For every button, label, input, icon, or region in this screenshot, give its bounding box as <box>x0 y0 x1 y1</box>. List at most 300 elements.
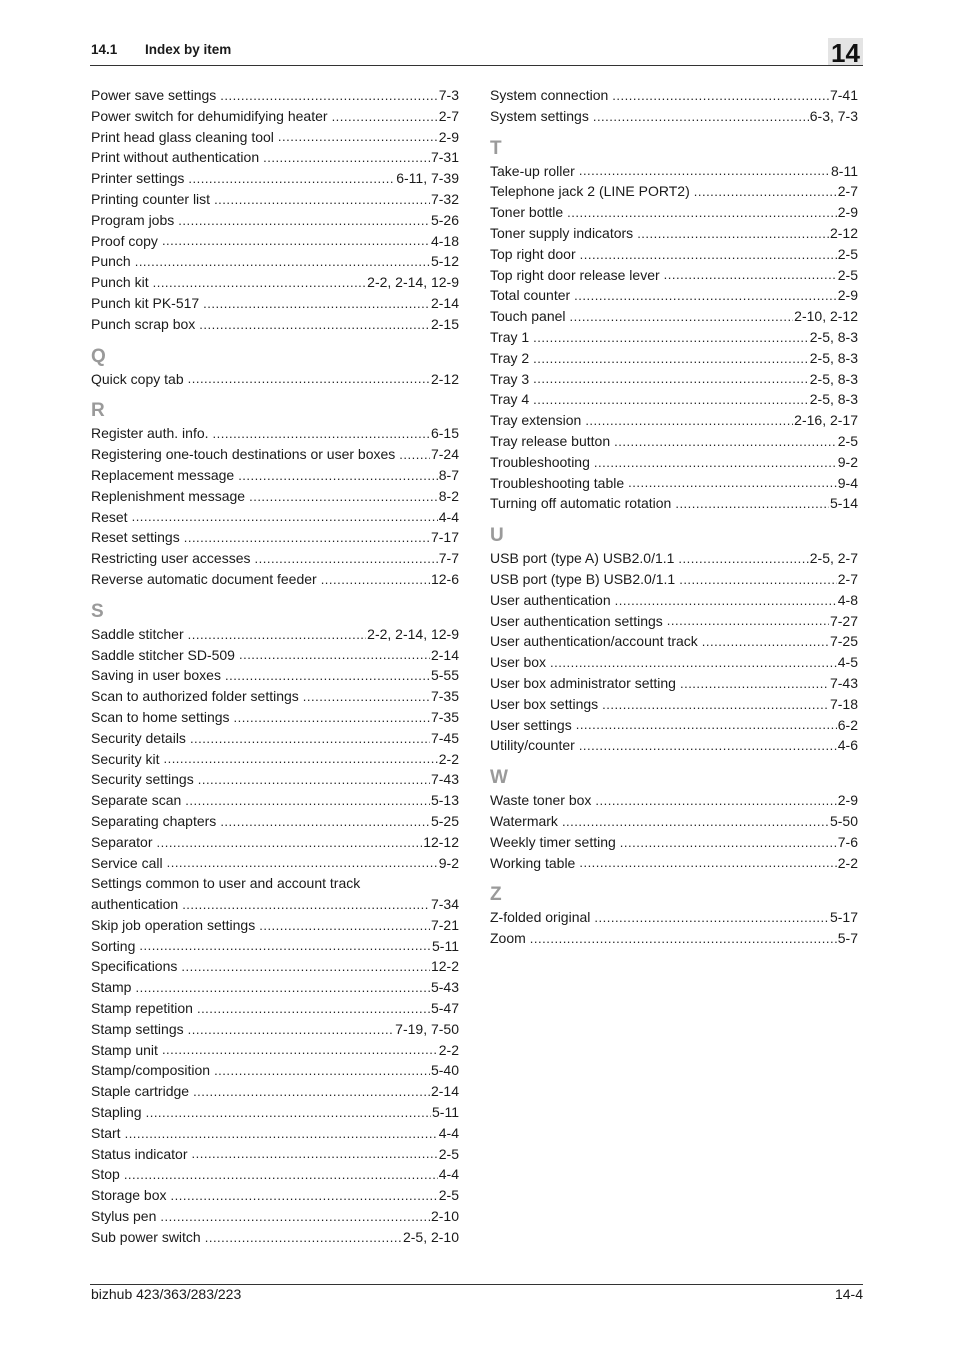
entry-page-ref: 2-14 <box>430 294 459 311</box>
entry-page-ref: 2-2, 2-14, 12-9 <box>367 274 459 291</box>
index-entry <box>490 652 858 673</box>
dot-leader <box>530 929 837 949</box>
entry-term: Start <box>91 1124 121 1141</box>
entry-term: Z-folded original <box>490 909 591 926</box>
dot-leader <box>678 549 808 569</box>
dot-leader <box>182 895 430 915</box>
entry-term: Stamp unit <box>91 1041 158 1058</box>
entry-term: Tray 1 <box>490 328 530 345</box>
entry-page-ref: 8-11 <box>831 162 858 179</box>
index-entry <box>91 686 459 707</box>
entry-term-line1: Settings common to user and account track <box>91 875 361 892</box>
dot-leader <box>135 978 430 998</box>
index-entry <box>91 811 459 832</box>
dot-leader <box>220 86 437 106</box>
entry-page-ref: 7-43 <box>829 674 858 691</box>
index-entry <box>91 707 459 728</box>
entry-page-ref: 5-12 <box>430 253 459 270</box>
entry-term: Watermark <box>490 812 558 829</box>
entry-page-ref: 2-15 <box>430 315 459 332</box>
entry-term: Telephone jack 2 (LINE PORT2) <box>490 183 690 200</box>
footer-page-number: 14-4 <box>834 1286 863 1302</box>
entry-page-ref: 2-12 <box>430 370 459 387</box>
dot-leader <box>162 231 430 251</box>
dot-leader <box>303 687 430 707</box>
entry-term: Registering one-touch destinations or user boxes <box>91 446 396 463</box>
dot-leader <box>680 674 829 694</box>
entry-page-ref: 2-2, 2-14, 12-9 <box>367 625 459 642</box>
entry-page-ref: 4-18 <box>430 232 459 249</box>
dot-leader <box>249 487 438 507</box>
dot-leader <box>615 591 837 611</box>
index-entry <box>490 569 858 590</box>
dot-leader <box>167 853 438 873</box>
entry-term: Reverse automatic document feeder <box>91 570 317 587</box>
entry-page-ref: 6-15 <box>430 425 459 442</box>
entry-term: Punch kit PK-517 <box>91 294 200 311</box>
entry-term: Printer settings <box>91 170 185 187</box>
entry-term: Stamp settings <box>91 1020 184 1037</box>
index-entry <box>91 486 459 507</box>
entry-page-ref: 5-40 <box>430 1062 459 1079</box>
entry-page-ref: 7-35 <box>430 688 459 705</box>
entry-term: Saddle stitcher SD-509 <box>91 646 235 663</box>
index-entry <box>91 624 459 645</box>
entry-term: Take-up roller <box>490 162 575 179</box>
index-entry <box>490 106 858 127</box>
entry-term: Weekly timer setting <box>490 833 616 850</box>
entry-page-ref: 9-2 <box>438 854 459 871</box>
entry-term: Waste toner box <box>490 792 592 809</box>
header-divider <box>90 65 863 66</box>
index-entry <box>91 915 459 936</box>
dot-leader <box>220 812 430 832</box>
dot-leader <box>214 190 430 210</box>
index-entry <box>490 327 858 348</box>
entry-page-ref: 2-5, 8-3 <box>809 391 858 408</box>
entry-page-ref: 4-4 <box>438 508 459 525</box>
entry-term: Replenishment message <box>91 487 246 504</box>
entry-page-ref: 2-5, 2-7 <box>809 550 858 567</box>
index-entry <box>490 389 858 410</box>
dot-leader <box>197 999 430 1019</box>
entry-group <box>91 624 459 874</box>
entry-term: User box settings <box>490 695 599 712</box>
entry-term: Zoom <box>490 930 526 947</box>
entry-term: Print head glass cleaning tool <box>91 128 274 145</box>
entry-term: Stamp repetition <box>91 1000 193 1017</box>
index-column-right <box>490 85 858 949</box>
dot-leader <box>399 445 430 465</box>
dot-leader <box>203 294 430 314</box>
entry-term: Specifications <box>91 958 178 975</box>
dot-leader <box>132 507 438 527</box>
entry-page-ref: 5-47 <box>430 1000 459 1017</box>
entry-term: Stamp/composition <box>91 1062 211 1079</box>
dot-leader <box>614 432 837 452</box>
dot-leader <box>637 224 829 244</box>
entry-page-ref: 2-5 <box>438 1145 459 1162</box>
dot-leader <box>213 424 430 444</box>
index-entry <box>490 853 858 874</box>
entry-term: User authentication <box>490 591 611 608</box>
index-entry <box>91 1227 459 1248</box>
index-entry <box>490 832 858 853</box>
entry-term: Tray 3 <box>490 370 530 387</box>
entry-group <box>490 161 858 515</box>
entry-page-ref: 2-12 <box>829 224 858 241</box>
entry-term: Security kit <box>91 750 160 767</box>
index-entry <box>490 85 858 106</box>
dot-leader <box>135 252 430 272</box>
entry-group <box>490 85 858 127</box>
entry-page-ref: 2-9 <box>837 792 858 809</box>
entry-page-ref: 5-50 <box>829 812 858 829</box>
entry-page-ref: 5-14 <box>829 495 858 512</box>
entry-term: System connection <box>490 87 609 103</box>
index-entry <box>490 410 858 431</box>
section-heading <box>91 42 231 57</box>
index-entry <box>91 728 459 749</box>
index-entry <box>91 314 459 335</box>
entry-term: Power save settings <box>91 87 217 103</box>
index-entry <box>490 493 858 514</box>
entry-page-ref: 7-31 <box>430 149 459 166</box>
index-entry <box>91 832 459 853</box>
entry-group <box>91 369 459 390</box>
dot-leader <box>188 369 430 389</box>
entry-page-ref: 2-10, 2-12 <box>794 308 858 325</box>
entry-page-ref: 2-5 <box>837 266 858 283</box>
index-entry <box>91 1206 459 1227</box>
entry-term: Program jobs <box>91 211 175 228</box>
entry-page-ref: 6-3, 7-3 <box>809 107 858 124</box>
entry-term: User settings <box>490 716 572 733</box>
entry-term: User authentication settings <box>490 612 663 629</box>
entry-term: Power switch for dehumidifying heater <box>91 107 328 124</box>
chapter-number-badge: 14 <box>828 38 863 66</box>
entry-page-ref: 2-5, 2-10 <box>402 1228 459 1245</box>
entry-term: Skip job operation settings <box>91 916 256 933</box>
index-entry <box>490 473 858 494</box>
index-entry <box>91 956 459 977</box>
index-entry <box>490 811 858 832</box>
index-entry <box>91 1019 459 1040</box>
entry-group <box>490 907 858 949</box>
entry-term: User box administrator setting <box>490 674 676 691</box>
entry-page-ref: 4-5 <box>837 654 858 671</box>
entry-page-ref: 7-7 <box>438 550 459 567</box>
dot-leader <box>574 286 837 306</box>
index-entry <box>490 265 858 286</box>
entry-page-ref: 4-4 <box>438 1124 459 1141</box>
entry-term: Total counter <box>490 287 571 304</box>
entry-term: USB port (type A) USB2.0/1.1 <box>490 550 675 567</box>
entry-page-ref: 5-43 <box>430 979 459 996</box>
entry-term: Saddle stitcher <box>91 625 184 642</box>
entry-group <box>490 790 858 873</box>
entry-term: Turning off automatic rotation <box>490 495 672 512</box>
index-entry <box>490 673 858 694</box>
entry-page-ref: 5-11 <box>432 1104 459 1121</box>
index-entry <box>91 189 459 210</box>
dot-leader <box>533 390 809 410</box>
entry-term: Utility/counter <box>490 737 575 754</box>
entry-page-ref: 12-2 <box>430 958 459 975</box>
entry-page-ref: 4-6 <box>837 737 858 754</box>
index-entry <box>490 548 858 569</box>
entry-page-ref: 5-55 <box>430 667 459 684</box>
dot-leader <box>576 715 837 735</box>
index-entry <box>91 548 459 569</box>
index-entry <box>91 1144 459 1165</box>
entry-page-ref: 2-2 <box>438 1041 459 1058</box>
entry-page-ref: 12-12 <box>423 833 459 850</box>
entry-page-ref: 4-8 <box>837 591 858 608</box>
index-entry <box>91 231 459 252</box>
index-entry <box>91 293 459 314</box>
index-entry <box>490 223 858 244</box>
entry-term: Tray 2 <box>490 349 530 366</box>
index-entry <box>490 735 858 756</box>
dot-leader <box>153 273 367 293</box>
footer-divider <box>90 1284 863 1285</box>
entry-term: Scan to home settings <box>91 708 230 725</box>
index-entry <box>91 85 459 106</box>
dot-leader <box>192 1144 438 1164</box>
dot-leader <box>146 1103 431 1123</box>
dot-leader <box>533 328 809 348</box>
dot-leader <box>562 812 829 832</box>
letter-heading-t: T <box>490 137 502 159</box>
letter-heading-s: S <box>91 600 104 622</box>
entry-term: Stapling <box>91 1104 142 1121</box>
dot-leader <box>533 369 809 389</box>
entry-page-ref: 7-34 <box>430 896 459 913</box>
dot-leader <box>694 182 837 202</box>
dot-leader <box>595 791 836 811</box>
index-entry <box>91 251 459 272</box>
index-entry <box>91 272 459 293</box>
entry-term: Staple cartridge <box>91 1083 190 1100</box>
index-entry <box>490 715 858 736</box>
dot-leader <box>579 853 836 873</box>
dot-leader <box>675 494 829 514</box>
entry-term: Troubleshooting <box>490 453 590 470</box>
index-entry <box>91 665 459 686</box>
dot-leader <box>585 411 793 431</box>
dot-leader <box>188 169 395 189</box>
entry-page-ref: 2-5 <box>837 245 858 262</box>
dot-leader <box>156 833 422 853</box>
dot-leader <box>188 625 367 645</box>
entry-page-ref: 7-17 <box>430 529 459 546</box>
dot-leader <box>278 127 438 147</box>
entry-page-ref: 2-14 <box>430 646 459 663</box>
entry-term: Saving in user boxes <box>91 667 221 684</box>
entry-term: Restricting user accesses <box>91 550 251 567</box>
dot-leader <box>593 107 809 127</box>
entry-term: Security settings <box>91 771 194 788</box>
section-number: 14.1 <box>91 42 118 57</box>
entry-page-ref: 7-18 <box>829 695 858 712</box>
entry-page-ref: 7-25 <box>829 633 858 650</box>
dot-leader <box>602 695 829 715</box>
entry-term: Stop <box>91 1166 120 1183</box>
index-entry <box>91 369 459 390</box>
dot-leader <box>238 466 438 486</box>
entry-term: Service call <box>91 854 163 871</box>
index-entry <box>490 244 858 265</box>
entry-page-ref: 5-11 <box>432 937 459 954</box>
entry-term: Toner supply indicators <box>490 224 634 241</box>
index-entry <box>91 147 459 168</box>
dot-leader <box>702 632 829 652</box>
index-entry <box>91 645 459 666</box>
entry-page-ref: 2-5, 8-3 <box>809 370 858 387</box>
entry-page-ref: 9-4 <box>837 474 858 491</box>
dot-leader <box>667 611 829 631</box>
entry-page-ref: 2-5 <box>438 1187 459 1204</box>
section-title: Index by item <box>145 42 232 57</box>
dot-leader <box>628 473 837 493</box>
dot-leader <box>188 1020 395 1040</box>
dot-leader <box>321 570 430 590</box>
dot-leader <box>580 245 837 265</box>
index-entry <box>91 1040 459 1061</box>
entry-term: Punch kit <box>91 274 149 291</box>
dot-leader <box>171 1186 438 1206</box>
index-entry <box>91 127 459 148</box>
index-column-left <box>91 85 459 1248</box>
entry-page-ref: 2-5, 8-3 <box>809 349 858 366</box>
dot-leader <box>570 307 794 327</box>
entry-term: Tray 4 <box>490 391 530 408</box>
letter-heading-r: R <box>91 400 105 422</box>
entry-page-ref: 7-32 <box>430 190 459 207</box>
index-entry <box>91 1102 459 1123</box>
dot-leader <box>620 833 837 853</box>
entry-term: Sub power switch <box>91 1228 201 1245</box>
entry-term-line2: authentication <box>91 896 179 913</box>
index-entry <box>490 631 858 652</box>
entry-page-ref: 2-9 <box>837 204 858 221</box>
entry-term: Quick copy tab <box>91 370 184 387</box>
letter-heading-u: U <box>490 525 504 547</box>
dot-leader <box>594 908 829 928</box>
entry-term: Separating chapters <box>91 812 217 829</box>
entry-term: Top right door <box>490 245 576 262</box>
entry-term: Status indicator <box>91 1145 188 1162</box>
index-entry <box>490 431 858 452</box>
index-entry <box>91 1123 459 1144</box>
entry-group <box>91 85 459 335</box>
entry-page-ref: 2-16, 2-17 <box>794 412 858 429</box>
index-entry-wrapped <box>91 873 459 915</box>
entry-page-ref: 5-25 <box>430 812 459 829</box>
entry-term: Punch scrap box <box>91 315 196 332</box>
index-entry <box>91 507 459 528</box>
dot-leader <box>239 645 430 665</box>
dot-leader <box>214 1061 430 1081</box>
index-entry <box>91 853 459 874</box>
index-entry <box>91 790 459 811</box>
entry-term: Printing counter list <box>91 190 211 207</box>
entry-term: User box <box>490 654 547 671</box>
entry-term: Reset settings <box>91 529 180 546</box>
entry-term: Troubleshooting table <box>490 474 625 491</box>
index-entry <box>490 694 858 715</box>
dot-leader <box>225 666 430 686</box>
dot-leader <box>579 736 837 756</box>
entry-page-ref: 9-2 <box>837 453 858 470</box>
entry-group <box>91 915 459 1248</box>
entry-term: Separator <box>91 833 153 850</box>
entry-term: Register auth. info. <box>91 425 209 442</box>
dot-leader <box>139 936 431 956</box>
entry-page-ref: 2-9 <box>837 287 858 304</box>
index-entry <box>91 465 459 486</box>
index-entry <box>490 790 858 811</box>
index-entry <box>91 998 459 1019</box>
index-entry <box>490 928 858 949</box>
entry-term: Scan to authorized folder settings <box>91 688 299 705</box>
index-entry <box>490 181 858 202</box>
dot-leader <box>550 653 837 673</box>
dot-leader <box>193 1082 430 1102</box>
index-entry <box>490 348 858 369</box>
index-entry <box>91 444 459 465</box>
entry-page-ref: 7-19, 7-50 <box>395 1020 459 1037</box>
letter-heading-z: Z <box>490 884 502 906</box>
entry-term: Security details <box>91 729 186 746</box>
entry-page-ref: 2-7 <box>837 183 858 200</box>
entry-page-ref: 2-7 <box>438 107 459 124</box>
index-entry <box>490 590 858 611</box>
entry-term: Sorting <box>91 937 136 954</box>
entry-page-ref: 5-17 <box>829 909 858 926</box>
entry-page-ref: 2-14 <box>430 1083 459 1100</box>
dot-leader <box>533 349 809 369</box>
entry-term: Tray extension <box>490 412 582 429</box>
entry-group <box>91 423 459 589</box>
dot-leader <box>332 107 438 127</box>
dot-leader <box>612 86 829 106</box>
dot-leader <box>181 957 430 977</box>
entry-term: User authentication/account track <box>490 633 698 650</box>
dot-leader <box>198 770 430 790</box>
entry-page-ref: 7-21 <box>430 916 459 933</box>
dot-leader <box>679 570 837 590</box>
index-entry <box>91 1164 459 1185</box>
entry-page-ref: 6-11, 7-39 <box>396 170 459 187</box>
letter-heading-w: W <box>490 767 508 789</box>
index-entry <box>91 168 459 189</box>
entry-term: Storage box <box>91 1187 167 1204</box>
entry-page-ref: 7-43 <box>430 771 459 788</box>
dot-leader <box>162 1040 438 1060</box>
entry-page-ref: 2-10 <box>430 1208 459 1225</box>
index-entry <box>490 369 858 390</box>
entry-term: Print without authentication <box>91 149 260 166</box>
entry-page-ref: 5-13 <box>430 792 459 809</box>
entry-page-ref: 7-3 <box>438 87 459 103</box>
index-entry <box>91 106 459 127</box>
dot-leader <box>185 791 430 811</box>
index-entry <box>91 569 459 590</box>
dot-leader <box>255 549 438 569</box>
entry-term: Proof copy <box>91 232 158 249</box>
